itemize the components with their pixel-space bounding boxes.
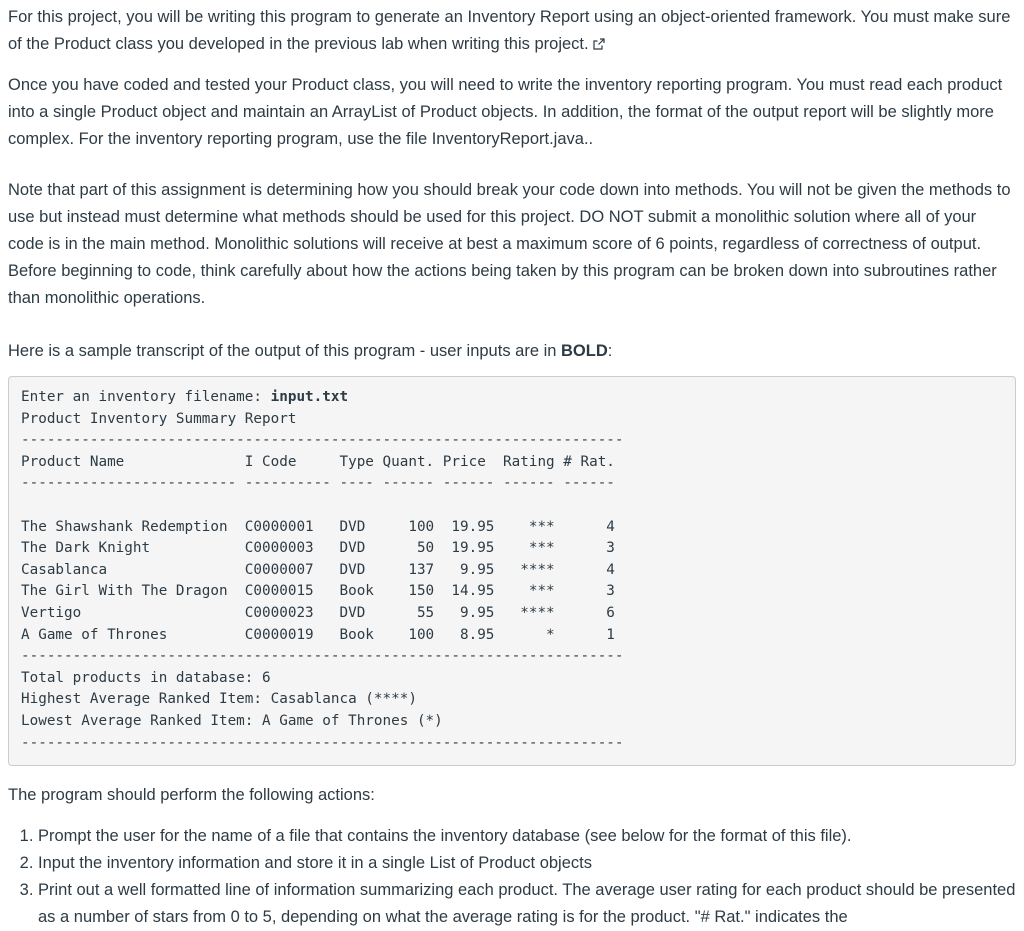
transcript-line: ---------------------------------------------------------------------- [21,432,624,449]
transcript-line: ---------------------------------------------------------------------- [21,648,624,665]
list-item: 1. Prompt the user for the name of a file that contains the inventory database (see below for the format of this file). [38,823,1016,850]
transcript-line: The Shawshank Redemption C0000001 DVD 100 19.95 *** 4 [21,518,615,535]
transcript-line: Total products in database: 6 [21,669,271,686]
transcript-line: Product Name I Code Type Quant. Price Rating # Rat. [21,453,615,470]
transcript-intro [8,338,1016,365]
actions-intro: The program should perform the following actions: [8,786,375,804]
product-class-paragraph: Once you have coded and tested your Product class, you will need to write the inventory reporting program. You must read each product into a single Product object and maintain an ArrayList of Product objects. In addition, the format of the output report will be slightly more complex. For the inventory reporting program, use the file InventoryReport.java.. [8,76,1003,148]
transcript-intro-text: Here is a sample transcript of the output of this program - user inputs are in [8,342,562,360]
transcript-line: The Girl With The Dragon C0000015 Book 150 14.95 *** 3 [21,583,615,600]
transcript-line: The Dark Knight C0000003 DVD 50 19.95 *** 3 [21,540,615,557]
transcript-line: Highest Average Ranked Item: Casablanca (****) [21,691,417,708]
bold-keyword: BOLD [561,342,608,360]
actions-list [8,823,1016,931]
transcript-line: Vertigo C0000023 DVD 55 9.95 **** 6 [21,604,615,621]
list-item: 2. Input the inventory information and store it in a single List of Product objects [38,850,1016,877]
transcript-intro-colon: : [607,342,613,360]
transcript-line: Product Inventory Summary Report [21,410,297,427]
prompt-text: Enter an inventory filename: [21,389,271,405]
transcript-line: ------------------------- ---------- ---- ------ ------ ------ ------ [21,475,615,492]
sample-transcript [8,376,1016,766]
transcript-line: Casablanca C0000007 DVD 137 9.95 **** 4 [21,561,615,578]
methods-note-paragraph: Note that part of this assignment is determining how you should break your code down into methods. You will not be given the methods to use but instead must determine what methods should be used for this project. DO NOT submit a monolithic solution where all of your code is in the main method. Monolithic solutions will receive at best a maximum score of 6 points, regardless of correctness of output. Before beginning to code, think carefully about how the actions being taken by this program can be broken down into subroutines rather than monolithic operations. [8,181,1011,307]
user-input: input.txt [270,389,349,405]
transcript-line: A Game of Thrones C0000019 Book 100 8.95 * 1 [21,626,615,643]
transcript-line: Lowest Average Ranked Item: A Game of Thrones (*) [21,712,443,729]
list-item: 3. Print out a well formatted line of information summarizing each product. The average user rating for each product should be presented as a number of stars from 0 to 5, depending on what the average rating is for the product. "# Rat." indicates the [38,877,1016,931]
transcript-body [21,411,624,751]
intro-text: For this project, you will be writing this program to generate an Inventory Report using an object-oriented framework. You must make sure of the Product class you developed in the previous lab when writing this project. [8,8,1011,53]
intro-paragraph [8,4,1016,58]
external-link-icon[interactable] [593,38,605,50]
transcript-line: ---------------------------------------------------------------------- [21,734,624,751]
